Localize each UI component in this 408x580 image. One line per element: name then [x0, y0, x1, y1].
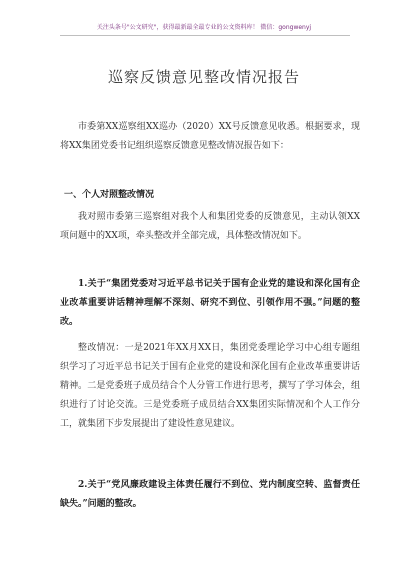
- header-divider: [60, 35, 350, 36]
- item2-heading: 2.关于“党风廉政建设主体责任履行不到位、党内制度空转、监督责任缺失。”问题的整改。: [60, 480, 360, 509]
- header-banner: 关注头条号"公文研究"，获得最新最全最专业的公文资料库！ 微信：gongwenyj: [96, 24, 312, 31]
- item1-paragraph: [60, 275, 360, 332]
- intro-text: 市委第XX巡察组XX巡办（2020）XX号反馈意见收悉。根据要求，现将XX集团党委书记组织巡察反馈意见整改情况报告如下：: [60, 122, 360, 151]
- document-title: 巡察反馈意见整改情况报告: [107, 68, 300, 86]
- intro-paragraph: [60, 118, 360, 156]
- item1-body-text: 整改情况：一是2021年XX月XX日，集团党委理论学习中心组专题组织学习了习近平总书记关于国有企业党的建设和深化国有企业改革重要讲话精神。二是党委班子成员结合个人分管工作进行思考，撰写了学习体会，组织进行了讨论交流。三是党委班子成员结合XX集团实际情况和个人工作分工，就集团下步发展提出了建设性意见建议。: [60, 343, 360, 429]
- item2-paragraph: [60, 476, 360, 514]
- item1-heading: 1.关于“集团党委对习近平总书记关于国有企业党的建设和深化国有企业改革重要讲话精神理解不深刻、研究不到位、引领作用不强。”问题的整改。: [60, 279, 360, 327]
- section-heading-1: 一、个人对照整改情况: [64, 190, 155, 200]
- section1-paragraph: [60, 208, 360, 246]
- item1-body-paragraph: [60, 339, 360, 434]
- section1-text: 我对照市委第三巡察组对我个人和集团党委的反馈意见，主动认领XX项问题中的XX项，牵头整改并全部完成，具体整改情况如下。: [60, 212, 360, 241]
